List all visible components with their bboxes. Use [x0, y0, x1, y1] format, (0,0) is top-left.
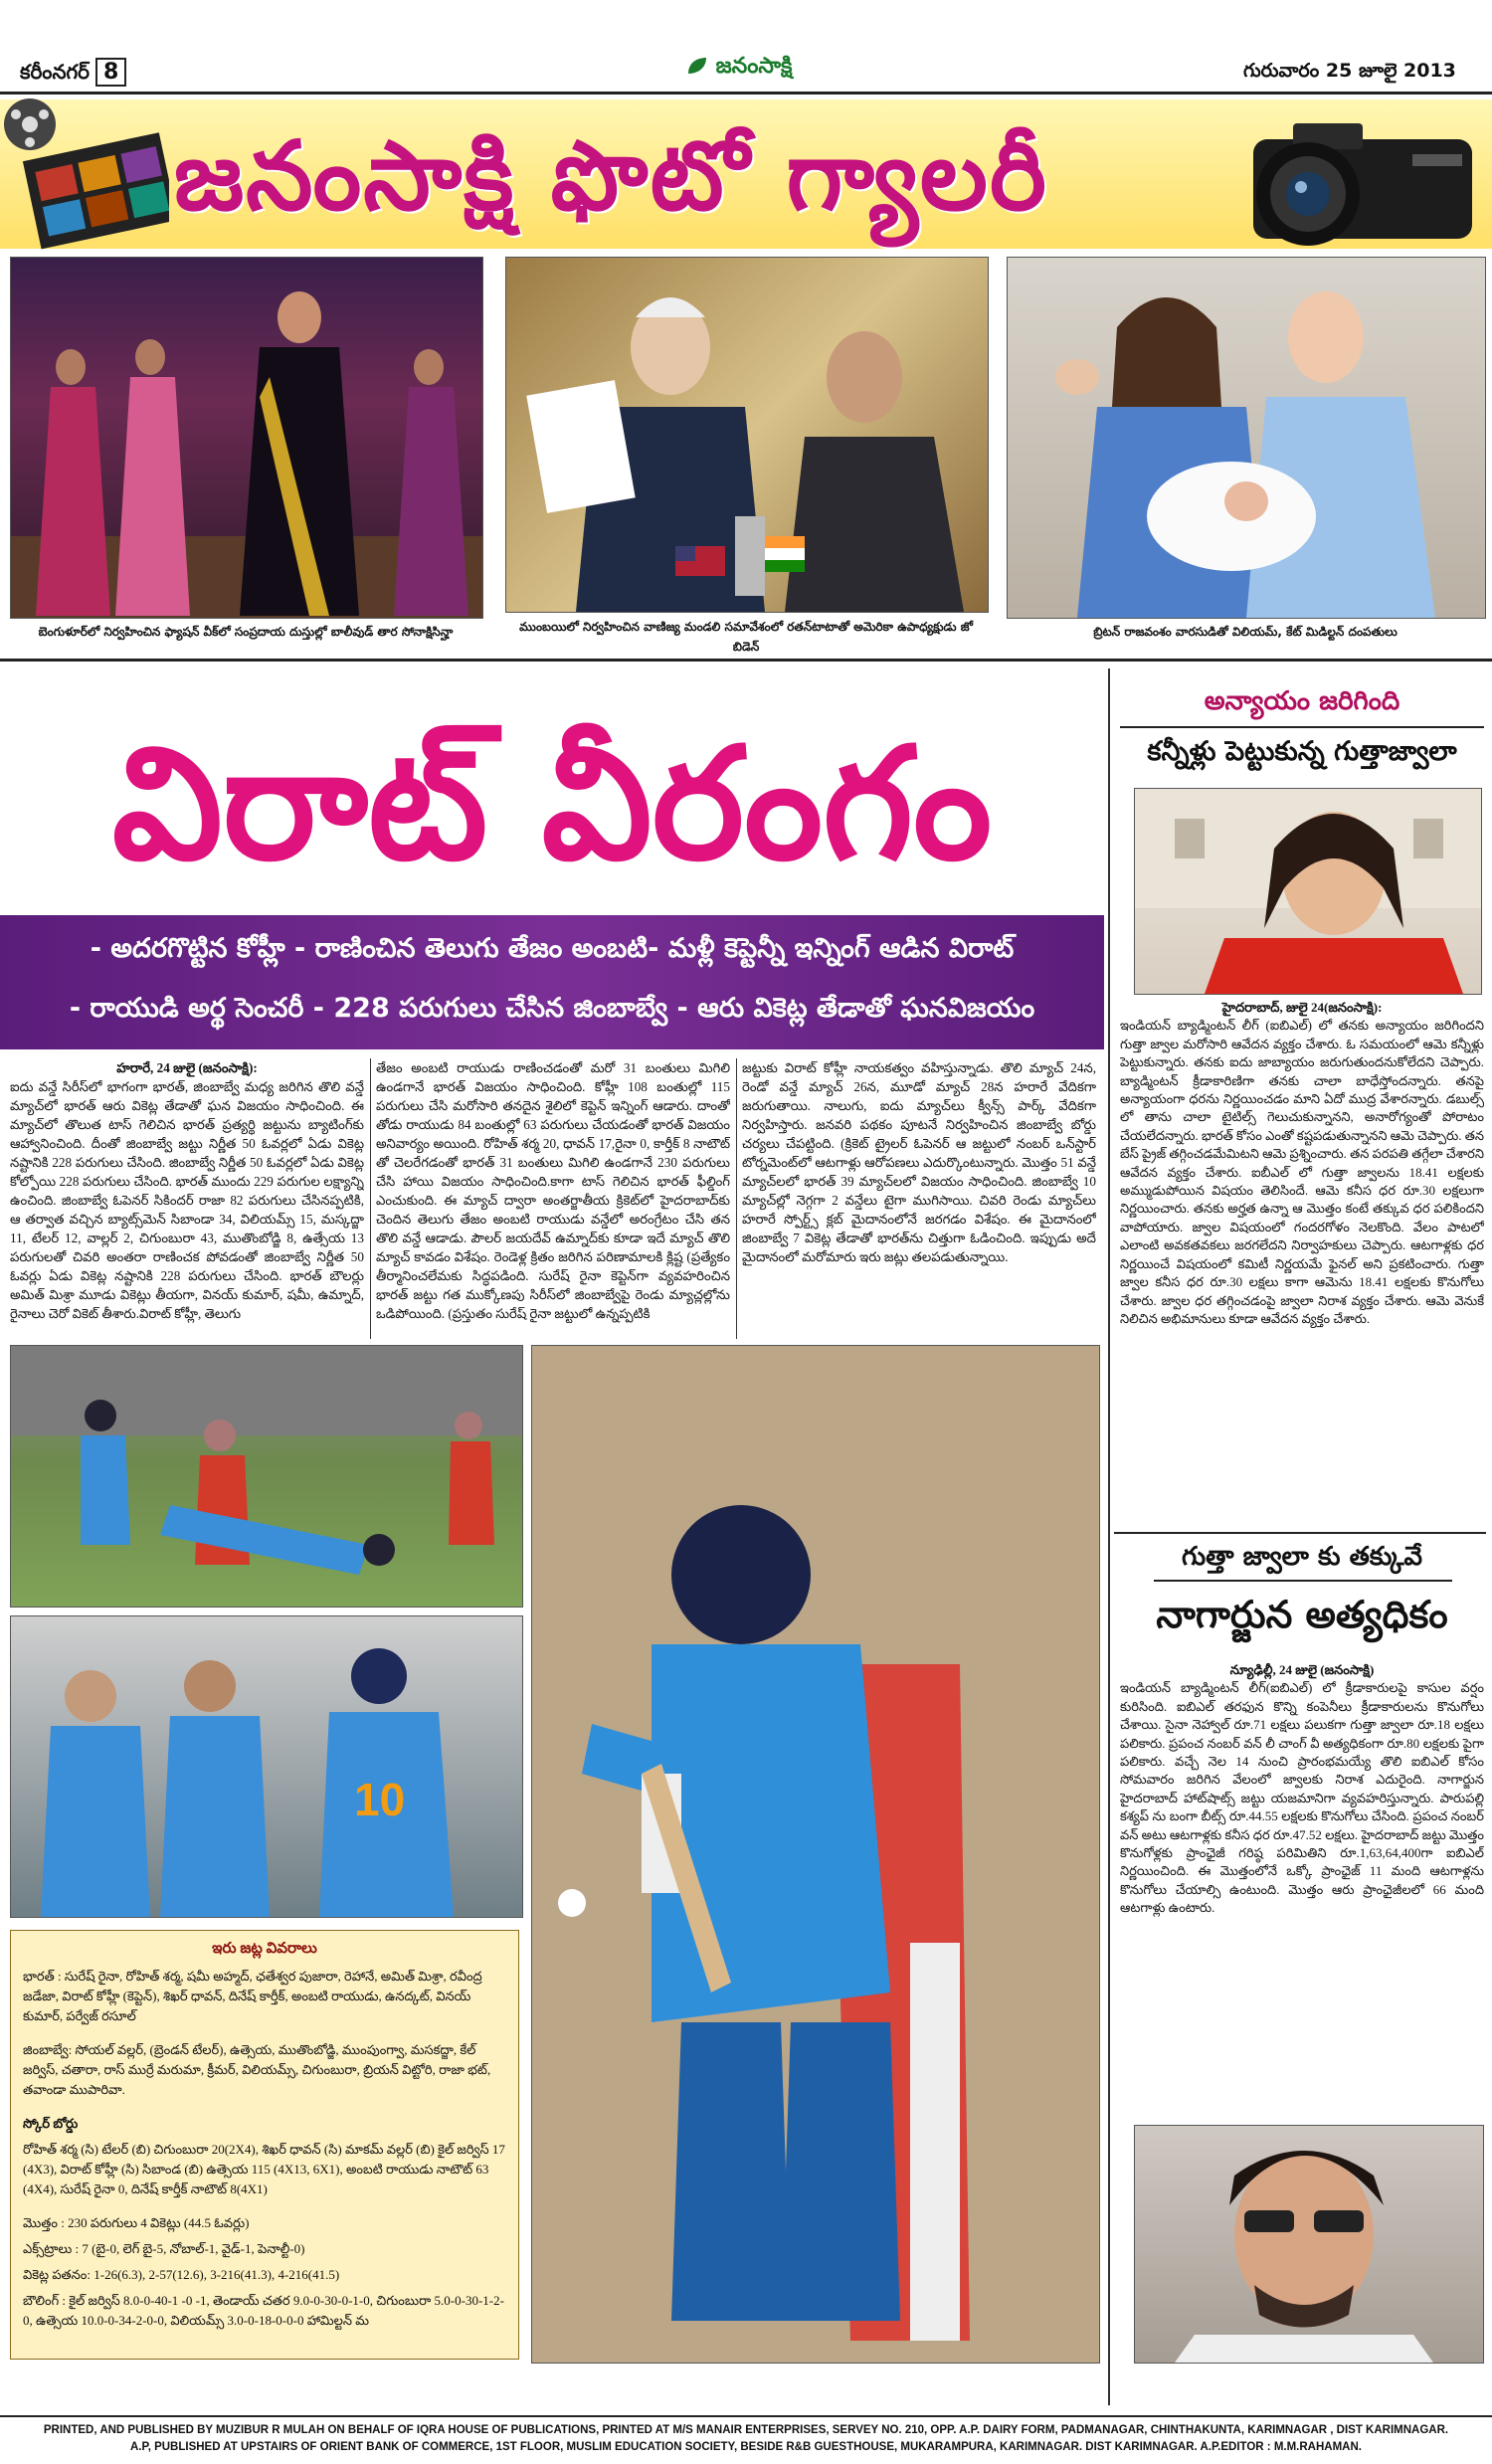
main-headline: విరాట్ వీరంగం: [111, 712, 993, 894]
scorecard-line: వికెట్ల పతనం: 1-26(6.3), 2-57(12.6), 3-216(41.3), 4-216(41.5): [23, 2267, 340, 2282]
side-story-2-body: [1120, 1661, 1484, 2119]
deck-band: [0, 915, 1104, 1049]
side-story-2-headline: నాగార్జున అత్యధికం: [1156, 1592, 1448, 1636]
gallery-caption-3: బ్రిటన్ రాజవంశం వారసుడితో విలియమ్, కేట్ మిడిల్టన్ దంపతులు: [1093, 625, 1398, 639]
scorecard-line: ఎక్స్‌ట్రాలు : 7 (బై-0, లెగ్ బై-5, నోబాల్-1, వైడ్-1, పెనాల్టీ-0): [23, 2241, 305, 2256]
scorecard-line: బౌలింగ్ : కైల్ జర్విస్ 8.0-0-40-1 -0 -1, తెండాయ్ చతర 9.0-0-30-0-1-0, చిగుంబురా 5.0-0-30-1-2-0, ఉత్సెయ 10.0-0-34-2-0-0, విలియమ్స్ 3.0-0-18-0-0-0 హామిల్టన్ మ: [23, 2293, 504, 2328]
imprint-footer: [0, 2422, 1492, 2456]
portrait-illustration: [1135, 789, 1481, 994]
gallery-caption-1: బెంగుళూర్‌లో నిర్వహించిన ఫ్యాషన్ వీక్‌లో సంప్రదాయ దుస్తుల్లో బాలీవుడ్ తార సోనాక్షిసిన్హా: [38, 625, 454, 639]
side-story-1-body: [1120, 999, 1484, 1521]
gallery-caption-2: ముంబయిలో నిర్వహించిన వాణిజ్య మండలి సమావేశంలో రతన్‌టాటాతో అమెరికా ఉపాధ్యక్షుడు జో బిడెన్: [519, 620, 973, 654]
deck-line-1: - అదరగొట్టిన కోహ్లీ - రాణించిన తెలుగు తేజం అంబటి- మళ్లీ కెప్టెన్నీ ఇన్నింగ్ ఆడిన విరాట్: [90, 933, 1015, 964]
portrait-illustration: [1135, 2126, 1483, 2363]
scorecard-line: మొత్తం : 230 పరుగులు 4 వికెట్లు (44.5 ఓవర్లు): [23, 2215, 250, 2230]
scorecard-line: రోహిత్ శర్మ (సి) టేలర్ (బి) చిగుంబురా 20(2X4), శిఖర్ ధావన్ (సి) మాకమ్ వల్లర్ (బి) కైల్ జర్విస్ 17 (4X3), విరాట్ కోహ్లీ (సి) సిబాండ (బి) ఉత్సెయ 115 (4X13, 6X1), అంబటి రాయుడు నాటౌట్ 63 (4X4), సురేష్ రైనా 0, దినేష్ కార్తీక్ నాటౌట్ 8(4X1): [23, 2142, 505, 2196]
gallery-photo-2: [505, 257, 989, 613]
side-story-2-dateline: న్యూఢిల్లీ, 24 జులై (జనంసాక్షి): [1229, 1662, 1375, 1677]
cricket-photo-fielding: [10, 1345, 523, 1608]
imprint-line-2: A.P, PUBLISHED AT UPSTAIRS OF ORIENT BANK OF COMMERCE, 1ST FLOOR, MUSLIM EDUCATION SOCIETY, BESIDE R&B GUESTHOUSE, MUKARAMPURA, KARIMNAGAR. DIST KARIMNAGAR. A.P.EDITOR : M.M.RAHAMAN.: [130, 2441, 1362, 2453]
footer-rule: [0, 2415, 1492, 2417]
section-divider: [1108, 668, 1110, 2405]
jwala-photo: [1134, 788, 1482, 995]
main-story-column-2: తేజం అంబటి రాయుడు రాణించడంతో మరో 31 బంతులు మిగిలి ఉండగానే భారత్ విజయం సాధించింది. కోహ్లీ 108 బంతుల్లో 115 పరుగులు చేసి మరోసారి తనదైన శైలిలో కెప్టెన్ ఇన్నింగ్ ఆడారు. దాంతో తోడు రాయుడు 84 బంతుల్లో 63 పరుగులు చేయడంతో భారత్ విజయం అనివార్యం అయింది. రోహిత్ శర్మ 20, ధావన్ 17,రైనా 0, కార్తీక్ 8 నాటౌట్ తో చెలరేగడంతో భారత్ 31 బంతులు మిగిలి ఉండగానే 230 పరుగులు చేసి హాయి విజయం సాధించింది.కాగా టాస్ గెలిచిన భారత్ ఫీల్డింగ్ ఎంచుకుంది. ఈ మ్యాచ్ ద్వారా అంతర్జాతీయ క్రికెట్‌లో హైదరాబాద్‌కు చెందిన తెలుగు తేజం అంబటి రాయుడు వన్డేలో అరంగ్రేటం చేసి తన తొలి వన్డే ఆడాడు. పౌలర్ జయదేవ్ ఉమ్నాద్‌కు కూడా ఇదే మ్యాచ్ తొలి మ్యాచ్ కావడం విశేషం. రెండెళ్ల క్రితం జరిగిన పరిణామాలకి క్లిష్ట (ప్రత్యేకం తీర్మానించలేమకు సిద్ధపడింది. సురేష్ రైనా కెప్టెన్‌గా వ్యవహరించిన భారత్ జట్టు గత ముక్కోణపు సిరీస్‌లో జింబాబ్వేపై రెండు మ్యాచ్లల్లోను ఒడిపోయింది. (ప్రస్తుతం సురేష్ రైనా జట్టులో ఉన్నప్పటికి: [376, 1060, 730, 1321]
gallery-photo-3: [1007, 257, 1486, 619]
svg-text:10: 10: [354, 1774, 406, 1825]
main-story-column-1: [10, 1058, 364, 1339]
side-rule: [1120, 726, 1484, 728]
gallery-title: జనంసాక్షి ఫొటో గ్యాలరీ: [174, 119, 1048, 232]
cricket-photo-celebration: [10, 1615, 523, 1918]
celebration-illustration: [11, 1616, 522, 1917]
royal-couple-illustration: [1008, 258, 1485, 618]
gallery-photo-1: [10, 257, 483, 619]
side-story-1-text: ఇండియన్ బ్యాడ్మింటన్ లీగ్ (ఐబిఎల్) లో తనకు అన్యాయం జరిగిందని గుత్తా జ్వాల మరోసారి ఆవేదన వ్యక్తం చేశారు. ఓ సమయంలో ఆమె కన్నీళ్లు పెట్టుకున్నారు. తనకు ఐదు జాబ్యాయం జరుగుతుందనుకోలేదని చెప్పారు. బ్యాడ్మింటన్ క్రీడాకారిణిగా తనకు చాలా బాధేస్తోందన్నారు. తనపై అన్యాయంగా ధరను నిర్ణయించడం మాని ఏదో ముద్ర వేశారన్నారు. డబుల్స్ లో తాను చాలా టైటిల్స్ గెలుచుకున్నానని, అనారోగ్యంతో పోరాటం చేయలేదన్నారు. భారత్ కోసం ఎంతో కష్టపడుతున్నానని ఆమె చెప్పారు. తన బేస్ ప్రైజ్ తగ్గించడమేమిటని ఆమె ప్రశ్నించారు. తన పరపతి తగ్గేలా చేశారని ఆవేదన వ్యక్తం చేశారు. ఐబీఎల్ లో గుత్తా జ్వాలను 18.41 లక్షలకు అమ్ముడుపోయిన విషయం తెలిసిందే. ఆమె కనీస ధర రూ.30 లక్షలుగా నిర్ణయించారు. తనకు అర్హత ఉన్నా ఆ మొత్తం కంటే తక్కువ ధర పలికిందని వాపోయారు. జ్వాల విషయంలో గందరగోళం నెలకొంది. వేలం పాటలో ఎలాంటి అవకతవకలు జరగలేదని నిర్వాహకులు చెప్పారు. ఆటగాళ్లకు ధర నిర్ణయించే విషయంలో కమిటీ నిర్ణయమే ఫైనల్ అని ప్రకటించారు. గుత్తా జ్వాల కనీస ధర రూ.30 లక్షలు కాగా ఆమెను 18.41 లక్షలకు కొనుగోలు చేశారు. జ్వాల ధర తగ్గించడంపై జ్వాలా నిరాశ వ్యక్తం చేశారు. ఆమె వెనుకే నిలిచిన అభిమానులు కూడా ఆవేదన వ్యక్తం చేశారు.: [1120, 1018, 1484, 1326]
fashion-show-illustration: [11, 258, 482, 618]
side-rule: [1154, 1580, 1452, 1582]
issue-date: గురువారం 25 జూలై 2013: [1243, 60, 1456, 82]
cricket-photo-batting: [531, 1345, 1100, 2364]
column-divider: [370, 1058, 371, 1339]
side-story-2-kicker: గుత్తా జ్వాలా కు తక్కువే: [1181, 1542, 1423, 1572]
column-divider: [736, 1058, 737, 1339]
camera-icon: [1213, 109, 1482, 254]
scorecard-line: భారత్ : సురేష్ రైనా, రోహిత్ శర్మ, షమీ అహ్మద్, ఛతేశ్వర పుజారా, రెహానే, అమిత్ మిశ్రా, రవీంద్ర జడేజా, విరాట్ కోహ్లీ (కెప్టెన్), శిఖర్ ధావన్, దినేష్ కార్తీక్, అంబటి రాయుడు, ఉనద్కట్, వినయ్ కుమార్, పర్వేజ్ రసూల్: [23, 1969, 482, 2023]
edition-label: కరీంనగర్ 8: [20, 58, 126, 89]
side-rule: [1114, 1532, 1486, 1534]
deck-line-2: - రాయుడి అర్థ సెంచరీ - 228 పరుగులు చేసిన జింబాబ్వే - ఆరు వికెట్ల తేడాతో ఘనవిజయం: [69, 993, 1035, 1024]
side-story-1-dateline: హైదరాబాద్, జులై 24(జనంసాక్షి):: [1221, 1000, 1383, 1015]
fielding-illustration: [11, 1346, 522, 1607]
leaf-icon: [686, 56, 708, 76]
film-reel-icon: [0, 95, 169, 254]
scorecard-title: ఇరు జట్ల వివరాలు: [212, 1941, 317, 1957]
nagarjuna-photo: [1134, 2125, 1484, 2364]
batsman-illustration: [532, 1346, 1099, 2363]
gallery-rule: [0, 659, 1492, 662]
scorecard-line: జింబాబ్వే: సోయల్ వల్లర్, (బ్రెండన్ టేలర్), ఉత్సెయ, ముతొంబోడ్జి, ముంపుంగ్వా, మసకద్జా, కేల్ జర్విస్‌, చతారా, రాస్ ముర్రే మరుమా, క్రీమర్, విలియమ్స్, చిగుంబురా, బ్రియన్ విట్టోరి, రాజా భట్, తవాండా ముపారివా.: [23, 2042, 491, 2097]
main-story-dateline: హరారే, 24 జులై (జనంసాక్షి):: [116, 1060, 258, 1075]
side-story-2-text: ఇండియన్ బ్యాడ్మింటన్ లీగ్(ఐబిఎల్) లో క్రీడాకారులపై కాసుల వర్షం కురిసింది. ఐబిఎల్ తరఫున కొన్ని కంపెనీలు క్రీడాకారులను కొనుగోలు చేశాయి. సైనా నెహ్వాల్ రూ.71 లక్షలు పలుకగా గుత్తా జ్వాలా రూ.18 లక్షలు పలికారు. ప్రపంచ నంబర్ వన్ లీ చాంగ్ వీ అత్యధికంగా రూ.80 లక్షలకు పైగా పలికారు. వచ్చే నెల 14 నుంచి ప్రారంభమయ్యే తొలి ఐబిఎల్ కోసం సోమవారం జరిగిన వేలంలో జ్వాలకు నిరాశ ఎదురైంది. నాగార్జున హైదరాబాద్ హాట్‌షాట్స్ జట్టు యజమానిగా వ్యవహరిస్తున్నారు. పారుపల్లి కశ్యప్ ను బంగా బీట్స్ రూ.44.55 లక్షలకు కొనుగోలు చేసింది. ప్రపంచ నంబర్ వన్ అటు ఆటగాళ్లకు కనీస ధర రూ.47.52 లక్షలు. హైదరాబాద్ జట్టు మొత్తం కొనుగోళ్లకు ప్రాంఛైజీ గరిష్ఠ పరిమితిని రూ.1,63,64,400గా ఐబిఎల్ నిర్ణయించింది. ఈ మొత్తంలోనే ఒక్కో ప్రాంఛైజ్ 11 మంది ఆటగాళ్లను కొనుగోలు చేయాల్సి ఉంటుంది. మొత్తం ఆరు ప్రాంఛైజీలలో 66 మంది ఆటగాళ్లు ఉంటారు.: [1120, 1680, 1484, 1916]
side-story-1-kicker: అన్యాయం జరిగింది: [1204, 686, 1400, 716]
scorecard-line: స్కోర్ బోర్డు: [23, 2116, 79, 2131]
imprint-line-1: PRINTED, AND PUBLISHED BY MUZIBUR R MULAH ON BEHALF OF IQRA HOUSE OF PUBLICATIONS, PRINTED AT M/S MANAIR ENTERPRISES, SERVEY NO. 210, OPP. A.P. DAIRY FORM, PADMANAGAR, CHINTHAKUNTA, KARIMNAGAR , DIST KARIMNAGAR.: [43, 2424, 1449, 2436]
side-story-1-headline: కన్నీళ్లు పెట్టుకున్న గుత్తాజ్వాలా: [1147, 736, 1457, 767]
main-story-text-1: ఐదు వన్డే సిరీస్‌లో భాగంగా భారత్, జింబాబ్వే మధ్య జరిగిన తొలి వన్డే మ్యాచ్‌లో భారత్ ఆరు వికెట్ల తేడాతో ఘన విజయం సాధించింది. ఈ మ్యాచ్‌లో తొలుత టాస్ గెలిచిన భారత్ ప్రత్యర్థి జట్టును బ్యాటింగ్‌కు ఆహ్వానించింది. దీంతో జింబాబ్వే జట్టు నిర్ణీత 50 ఓవర్లలో ఏడు వికెట్ల నష్టానికి 228 పరుగులు చేసింది. జింబాబ్వే నిర్ణీత 50 ఓవర్లలో ఏడు వికెట్ల కోల్పోయి 228 పరుగులు చేసింది. భారత్ ముందు 229 పరుగుల లక్ష్యాన్ని ఉంచింది. జింబాబ్వే ఓపెనర్ సికిందర్ రాజా 82 పరుగులు చేసినప్పటికి, ఆ తర్వాత వచ్చిన బ్యాట్స్‌మెన్ సిబాండా 34, విలియమ్స్ 15, మస్కద్జా 11, టేలర్ 12, వాల్లర్ 2, చిగుంబురా 43, ముతొంబోడ్జి 8, ఉత్సేయ 13 పరుగులతో చివరి అంతరా రాణించక పోవడంతో జింబాబ్వే నిర్ణీత 50 ఓవర్లు ఏడు వికెట్ల నష్టానికి 228 పరుగులు చేసింది. భారత్ బౌలర్లు అమిత్ మిశ్రా మూడు వికెట్లు తీయగా, వినయ్ కుమార్, షమీ, ఉమ్నాద్, రైనాలు చెరో వికెట్ తీశారు.విరాట్ కోహ్లీ, తెలుగు: [10, 1079, 364, 1321]
scorecard-box: [10, 1930, 519, 2360]
main-story-column-3: జట్టుకు విరాట్ కోహ్లీ నాయకత్వం వహిస్తున్నాడు. తొలి మ్యాచ్ 24న, రెండో వన్డే మ్యాచ్ 26న, మూడో మ్యాచ్ 28న హరారే వేదికగా జరుగుతాయి. నాలుగు, ఐదు మ్యాచ్‌లు క్వీన్స్ పార్క్ వేదికగా నిర్వహిస్తారు. జనవరి పథకం పూటనే నిర్వహించిన జింబాబ్వే బోర్డు చర్యలు చేపట్టింది. (క్రికెట్ ట్రైలర్ ఓపెనర్ ఆ జట్టులో నంబర్ ఒన్‌స్టార్ టోర్నమెంట్‌లో ఆటగాళ్లు ఆరోపణలు ఎదుర్కొంటున్నారు. మొత్తం 51 వన్డే మ్యాచ్‌లలో భారత్ 39 మ్యాచ్‌లలో విజయం సాధించింది. జింబాబ్వే 10 మ్యాచ్‌ల్లో నెగ్గగా 2 వన్డేలు టైగా ముగిసాయి. చివరి రెండు మ్యాచ్‌లు హరారే స్పోర్ట్స్ క్లబ్ మైదానంలోనే జరగడం విశేషం. ఈ మైదానంలో జింబాబ్వే 7 వికెట్ల తేడాతో భారత్‌ను చిత్తుగా ఓడించింది. ఇప్పుడు అదే మైదానంలో మరోమారు ఇరు జట్లు తలపడుతున్నాయి.: [742, 1060, 1096, 1264]
header-rule: [0, 92, 1492, 95]
page-number: 8: [95, 58, 126, 87]
meeting-illustration: [506, 258, 988, 612]
masthead-logo: జనంసాక్షి: [686, 54, 793, 84]
